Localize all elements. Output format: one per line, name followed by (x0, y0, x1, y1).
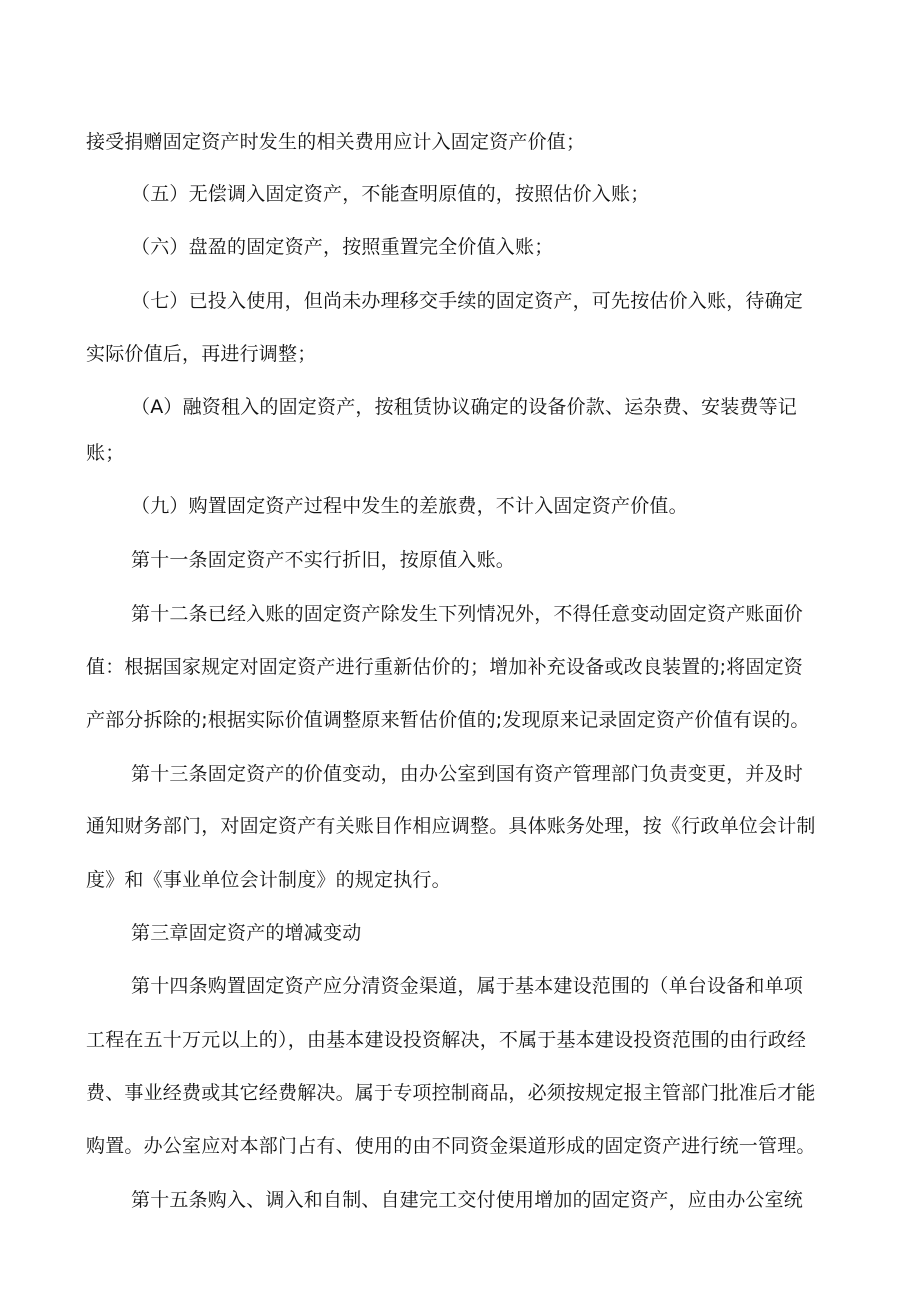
text-line: 值：根据国家规定对固定资产进行重新估价的；增加补充设备或改良装置的;将固定资 (86, 656, 804, 678)
text-line: 实际价值后，再进行调整； (86, 343, 317, 365)
text-line: （七）已投入使用，但尚未办理移交手续的固定资产，可先按估价入账，待确定 (131, 290, 804, 312)
text-line: 通知财务部门，对固定资产有关账目作相应调整。具体账务处理，按《行政单位会计制 (86, 815, 816, 837)
text-line: 购置。办公室应对本部门占有、使用的由不同资金渠道形成的固定资产进行统一管理。 (86, 1135, 816, 1157)
text-line: （六）盘盈的固定资产，按照重置完全价值入账； (131, 236, 554, 258)
text-line: 产部分拆除的;根据实际价值调整原来暂估价值的;发现原来记录固定资产价值有误的。 (86, 709, 810, 731)
text-line: （九）购置固定资产过程中发生的差旅费，不计入固定资产价值。 (131, 495, 688, 517)
text-line: （A）融资租入的固定资产，按租赁协议确定的设备价款、运杂费、安装费等记 (131, 396, 797, 418)
text-line: 费、事业经费或其它经费解决。属于专项控制商品，必须按规定报主管部门批准后才能 (86, 1082, 816, 1104)
text-line: （五）无偿调入固定资产，不能查明原值的，按照估价入账； (131, 183, 650, 205)
text-line: 工程在五十万元以上的），由基本建设投资解决，不属于基本建设投资范围的由行政经 (86, 1029, 807, 1051)
text-line: 第十四条购置固定资产应分清资金渠道，属于基本建设范围的（单台设备和单项 (131, 975, 804, 997)
text-line: 第十三条固定资产的价值变动，由办公室到国有资产管理部门负责变更，并及时 (131, 763, 804, 785)
text-line: 第十一条固定资产不实行折旧，按原值入账。 (131, 549, 516, 571)
text-line: 第十二条已经入账的固定资产除发生下列情况外，不得任意变动固定资产账面价 (131, 603, 804, 625)
chapter-heading: 第三章固定资产的增减变动 (131, 922, 362, 944)
text-line: 账； (86, 442, 125, 464)
text-line: 第十五条购入、调入和自制、自建完工交付使用增加的固定资产，应由办公室统 (131, 1189, 804, 1211)
text-line: 度》和《事业单位会计制度》的规定执行。 (86, 869, 451, 891)
text-line: 接受捐赠固定资产时发生的相关费用应计入固定资产价值； (86, 131, 586, 153)
